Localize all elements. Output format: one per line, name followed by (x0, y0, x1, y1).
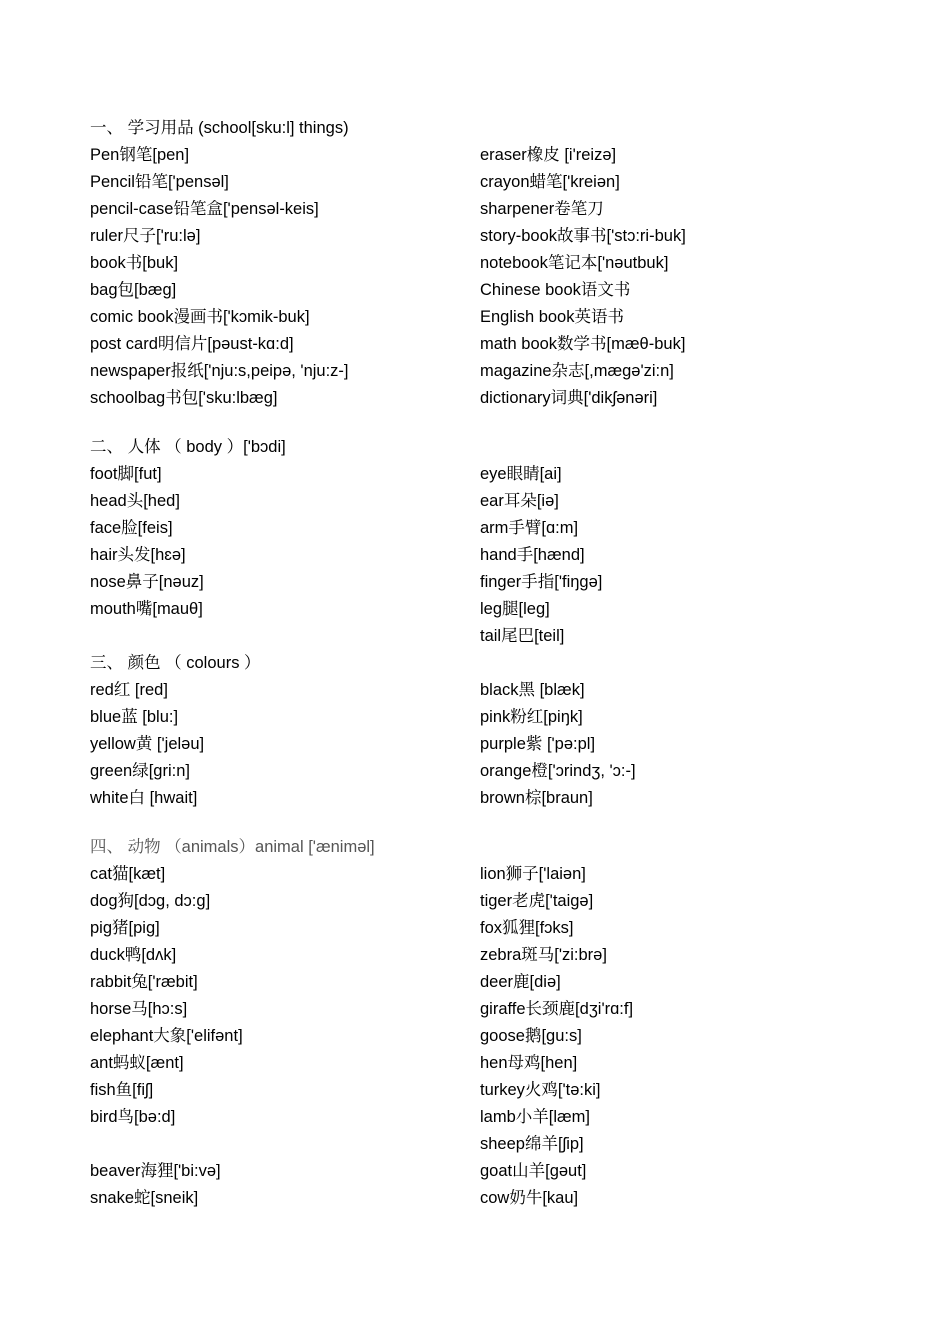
vocab-entry-left: newspaper报纸['nju:s,peipə, 'nju:z-] (90, 362, 349, 380)
vocab-row (90, 731, 890, 758)
vocab-row (90, 385, 890, 412)
vocab-entry-right: Chinese book语文书 (480, 281, 631, 299)
vocab-row (90, 196, 890, 223)
vocab-row (90, 142, 890, 169)
section-heading: 三、 颜色 （ colours ） (90, 654, 261, 672)
vocab-row (90, 331, 890, 358)
vocab-entry-left: cat猫[kæt] (90, 865, 166, 883)
vocab-row (90, 223, 890, 250)
vocab-entry-right: deer鹿[diə] (480, 973, 561, 991)
vocab-entry-right: brown棕[braun] (480, 789, 593, 807)
vocab-entry-right: finger手指['fiŋgə] (480, 573, 603, 591)
vocab-entry-left: snake蛇[sneik] (90, 1189, 199, 1207)
vocab-entry-right: hen母鸡[hen] (480, 1054, 578, 1072)
vocab-entry-left: ruler尺子['ru:lə] (90, 227, 201, 245)
vocab-row (90, 1185, 890, 1212)
vocab-entry-left: beaver海狸['bi:və] (90, 1162, 221, 1180)
vocab-entry-left: yellow黄 ['jeləu] (90, 735, 205, 753)
section-heading: 二、 人体 （ body ）['bɔdi] (90, 438, 286, 456)
vocab-row (90, 623, 890, 650)
vocab-row (90, 1050, 890, 1077)
vocab-entry-left: blue蓝 [blu:] (90, 708, 179, 726)
vocab-entry-left: pencil-case铅笔盒['pensəl-keis] (90, 200, 319, 218)
vocab-entry-right: black黑 [blæk] (480, 681, 585, 699)
vocab-row (90, 996, 890, 1023)
vocab-entry-right: lion狮子['laiən] (480, 865, 586, 883)
vocab-entry-right: crayon蜡笔['kreiən] (480, 173, 620, 191)
vocab-entry-right: giraffe长颈鹿[dʒi'rɑ:f] (480, 1000, 634, 1018)
vocab-entry-right: story-book故事书['stɔ:ri-buk] (480, 227, 686, 245)
vocab-entry-right: English book英语书 (480, 308, 624, 326)
vocab-entry-left: hair头发[hɛə] (90, 546, 186, 564)
vocab-row (90, 888, 890, 915)
vocab-row (90, 569, 890, 596)
vocab-entry-left: post card明信片[pəust-kɑ:d] (90, 335, 294, 353)
vocab-entry-right: ear耳朵[iə] (480, 492, 559, 510)
vocab-entry-left: bird鸟[bə:d] (90, 1108, 176, 1126)
vocab-entry-left: head头[hed] (90, 492, 180, 510)
vocab-entry-left: elephant大象['elifənt] (90, 1027, 243, 1045)
vocab-entry-right: fox狐狸[fɔks] (480, 919, 574, 937)
vocab-row (90, 1077, 890, 1104)
vocab-entry-left: rabbit兔['ræbit] (90, 973, 198, 991)
vocab-entry-right: turkey火鸡['tə:ki] (480, 1081, 601, 1099)
vocab-entry-right: cow奶牛[kau] (480, 1189, 579, 1207)
vocab-entry-left: red红 [red] (90, 681, 168, 699)
vocab-row (90, 461, 890, 488)
vocab-row (90, 861, 890, 888)
vocab-row (90, 1104, 890, 1131)
vocab-entry-right: hand手[hænd] (480, 546, 585, 564)
vocab-entry-left: book书[buk] (90, 254, 179, 272)
vocab-entry-right: eye眼睛[ai] (480, 465, 562, 483)
vocab-entry-left: ant蚂蚁[ænt] (90, 1054, 184, 1072)
vocab-row (90, 488, 890, 515)
vocab-row (90, 1023, 890, 1050)
vocab-row (90, 785, 890, 812)
vocab-row (90, 969, 890, 996)
vocab-entry-right: magazine杂志[,mægə'zi:n] (480, 362, 674, 380)
vocab-entry-left: fish鱼[fiʃ] (90, 1081, 154, 1099)
section-heading: 一、 学习用品 (school[sku:l] things) (90, 119, 349, 137)
vocab-row (90, 677, 890, 704)
vocab-entry-right: arm手臂[ɑ:m] (480, 519, 579, 537)
vocab-row (90, 758, 890, 785)
vocab-row (90, 1158, 890, 1185)
vocab-entry-left: nose鼻子[nəuz] (90, 573, 204, 591)
vocab-entry-left: schoolbag书包['sku:lbæg] (90, 389, 278, 407)
vocab-entry-right: sheep绵羊[ʃip] (480, 1135, 584, 1153)
vocab-row (90, 596, 890, 623)
vocab-entry-right: pink粉红[piŋk] (480, 708, 583, 726)
vocab-entry-right: orange橙['ɔrindʒ, 'ɔ:-] (480, 762, 636, 780)
vocab-row (90, 915, 890, 942)
vocab-row (90, 358, 890, 385)
vocab-row (90, 169, 890, 196)
vocab-entry-left: comic book漫画书['kɔmik-buk] (90, 308, 310, 326)
vocab-entry-right: goose鹅[gu:s] (480, 1027, 582, 1045)
vocab-entry-left: dog狗[dɔg, dɔ:g] (90, 892, 211, 910)
section-colours (90, 650, 890, 812)
vocab-row (90, 542, 890, 569)
vocab-row (90, 304, 890, 331)
vocab-row (90, 277, 890, 304)
vocab-entry-right: eraser橡皮 [i'reizə] (480, 146, 617, 164)
vocab-entry-left: duck鸭[dʌk] (90, 946, 177, 964)
vocab-row (90, 704, 890, 731)
section-school-things (90, 115, 890, 412)
vocab-entry-right: purple紫 ['pə:pl] (480, 735, 596, 753)
vocab-entry-left: mouth嘴[mauθ] (90, 600, 203, 618)
vocab-entry-right: tiger老虎['taigə] (480, 892, 594, 910)
vocab-row (90, 1131, 890, 1158)
section-heading: 四、 动物 （animals）animal ['ænimәl] (90, 838, 375, 856)
vocab-row (90, 942, 890, 969)
vocab-entry-right: sharpener卷笔刀 (480, 200, 604, 218)
vocab-entry-right: tail尾巴[teil] (480, 627, 565, 645)
vocab-entry-left: Pencil铅笔['pensəl] (90, 173, 229, 191)
vocab-entry-right: math book数学书[mæθ-buk] (480, 335, 686, 353)
section-animals (90, 834, 890, 1212)
vocab-row (90, 515, 890, 542)
vocab-entry-left: horse马[hɔ:s] (90, 1000, 188, 1018)
vocab-entry-left: pig猪[pig] (90, 919, 160, 937)
vocab-entry-left: green绿[gri:n] (90, 762, 190, 780)
vocab-entry-left: bag包[bæg] (90, 281, 177, 299)
vocab-entry-right: zebra斑马['zi:brə] (480, 946, 607, 964)
vocab-entry-left: foot脚[fut] (90, 465, 162, 483)
section-body (90, 434, 890, 650)
vocab-entry-right: dictionary词典['dikʃənəri] (480, 389, 658, 407)
vocab-entry-left: Pen钢笔[pen] (90, 146, 190, 164)
vocab-entry-left: white白 [hwait] (90, 789, 198, 807)
vocab-entry-left: face脸[feis] (90, 519, 173, 537)
vocab-entry-right: goat山羊[gəut] (480, 1162, 587, 1180)
vocab-entry-right: lamb小羊[læm] (480, 1108, 591, 1126)
vocab-row (90, 250, 890, 277)
vocab-entry-right: notebook笔记本['nəutbuk] (480, 254, 669, 272)
vocab-entry-right: leg腿[leg] (480, 600, 550, 618)
